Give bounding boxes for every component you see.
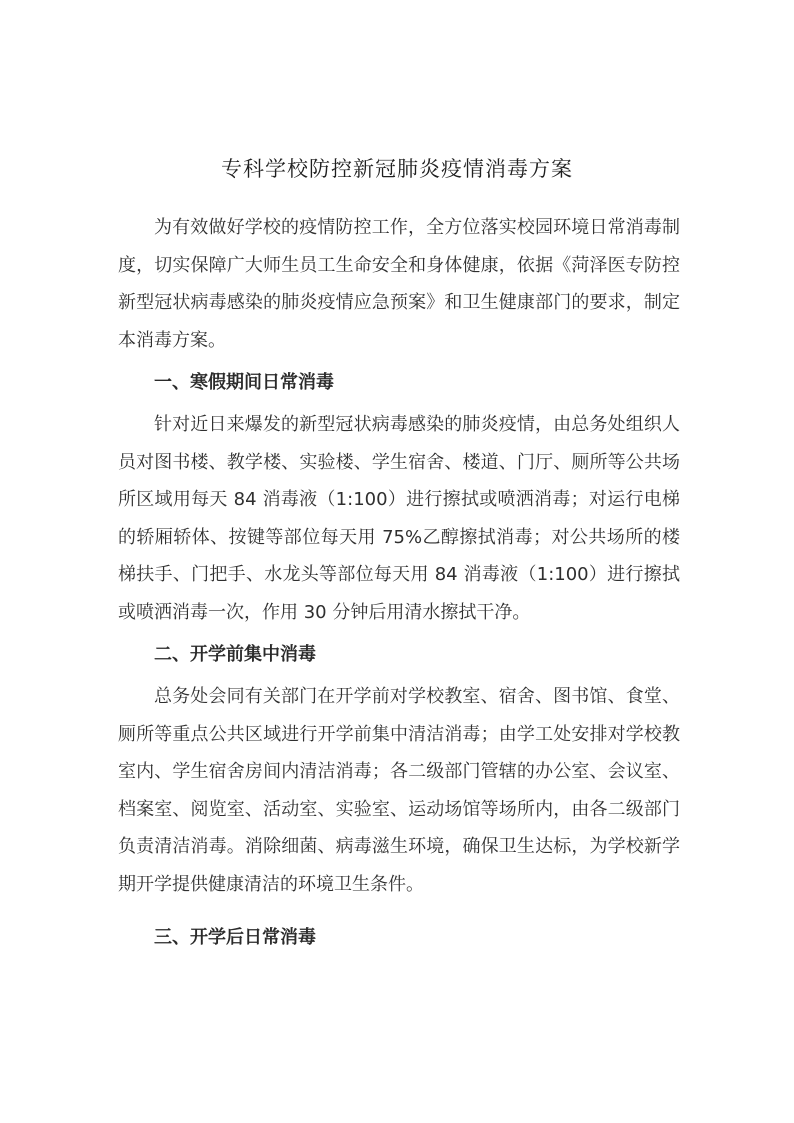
document-title: 专科学校防控新冠肺炎疫情消毒方案 <box>221 157 573 181</box>
section-body-1: 针对近日来爆发的新型冠状病毒感染的肺炎疫情，由总务处组织人员对图书楼、教学楼、实验楼、学生宿舍、楼道、门厅、厕所等公共场所区域用每天 84 消毒液（1:100）进行擦拭或喷洒消毒；对运行电梯的轿厢轿体、按键等部位每天用 75%乙醇擦拭消毒；对公共场所的楼梯扶手、门把手、水龙头等部位每天用 84 消毒液（1:100）进行擦拭或喷洒消毒一次，作用 30 分钟后用清水擦拭干净。 <box>118 414 680 623</box>
document-body <box>118 209 680 961</box>
intro-paragraph: 为有效做好学校的疫情防控工作，全方位落实校园环境日常消毒制度，切实保障广大师生员工生命安全和身体健康，依据《菏泽医专防控新型冠状病毒感染的肺炎疫情应急预案》和卫生健康部门的要求，制定本消毒方案。 <box>118 217 680 351</box>
section-body-2: 总务处会同有关部门在开学前对学校教室、宿舍、图书馆、食堂、厕所等重点公共区域进行开学前集中清洁消毒；由学工处安排对学校教室内、学生宿舍房间内清洁消毒；各二级部门管辖的办公室、会议室、档案室、阅览室、活动室、实验室、运动场馆等场所内，由各二级部门负责清洁消毒。消除细菌、病毒滋生环境，确保卫生达标，为学校新学期开学提供健康清洁的环境卫生条件。 <box>118 686 680 895</box>
section-heading-2: 二、开学前集中消毒 <box>154 644 316 665</box>
section-heading-3: 三、开学后日常消毒 <box>154 927 316 948</box>
section-heading-1: 一、寒假期间日常消毒 <box>154 372 334 393</box>
